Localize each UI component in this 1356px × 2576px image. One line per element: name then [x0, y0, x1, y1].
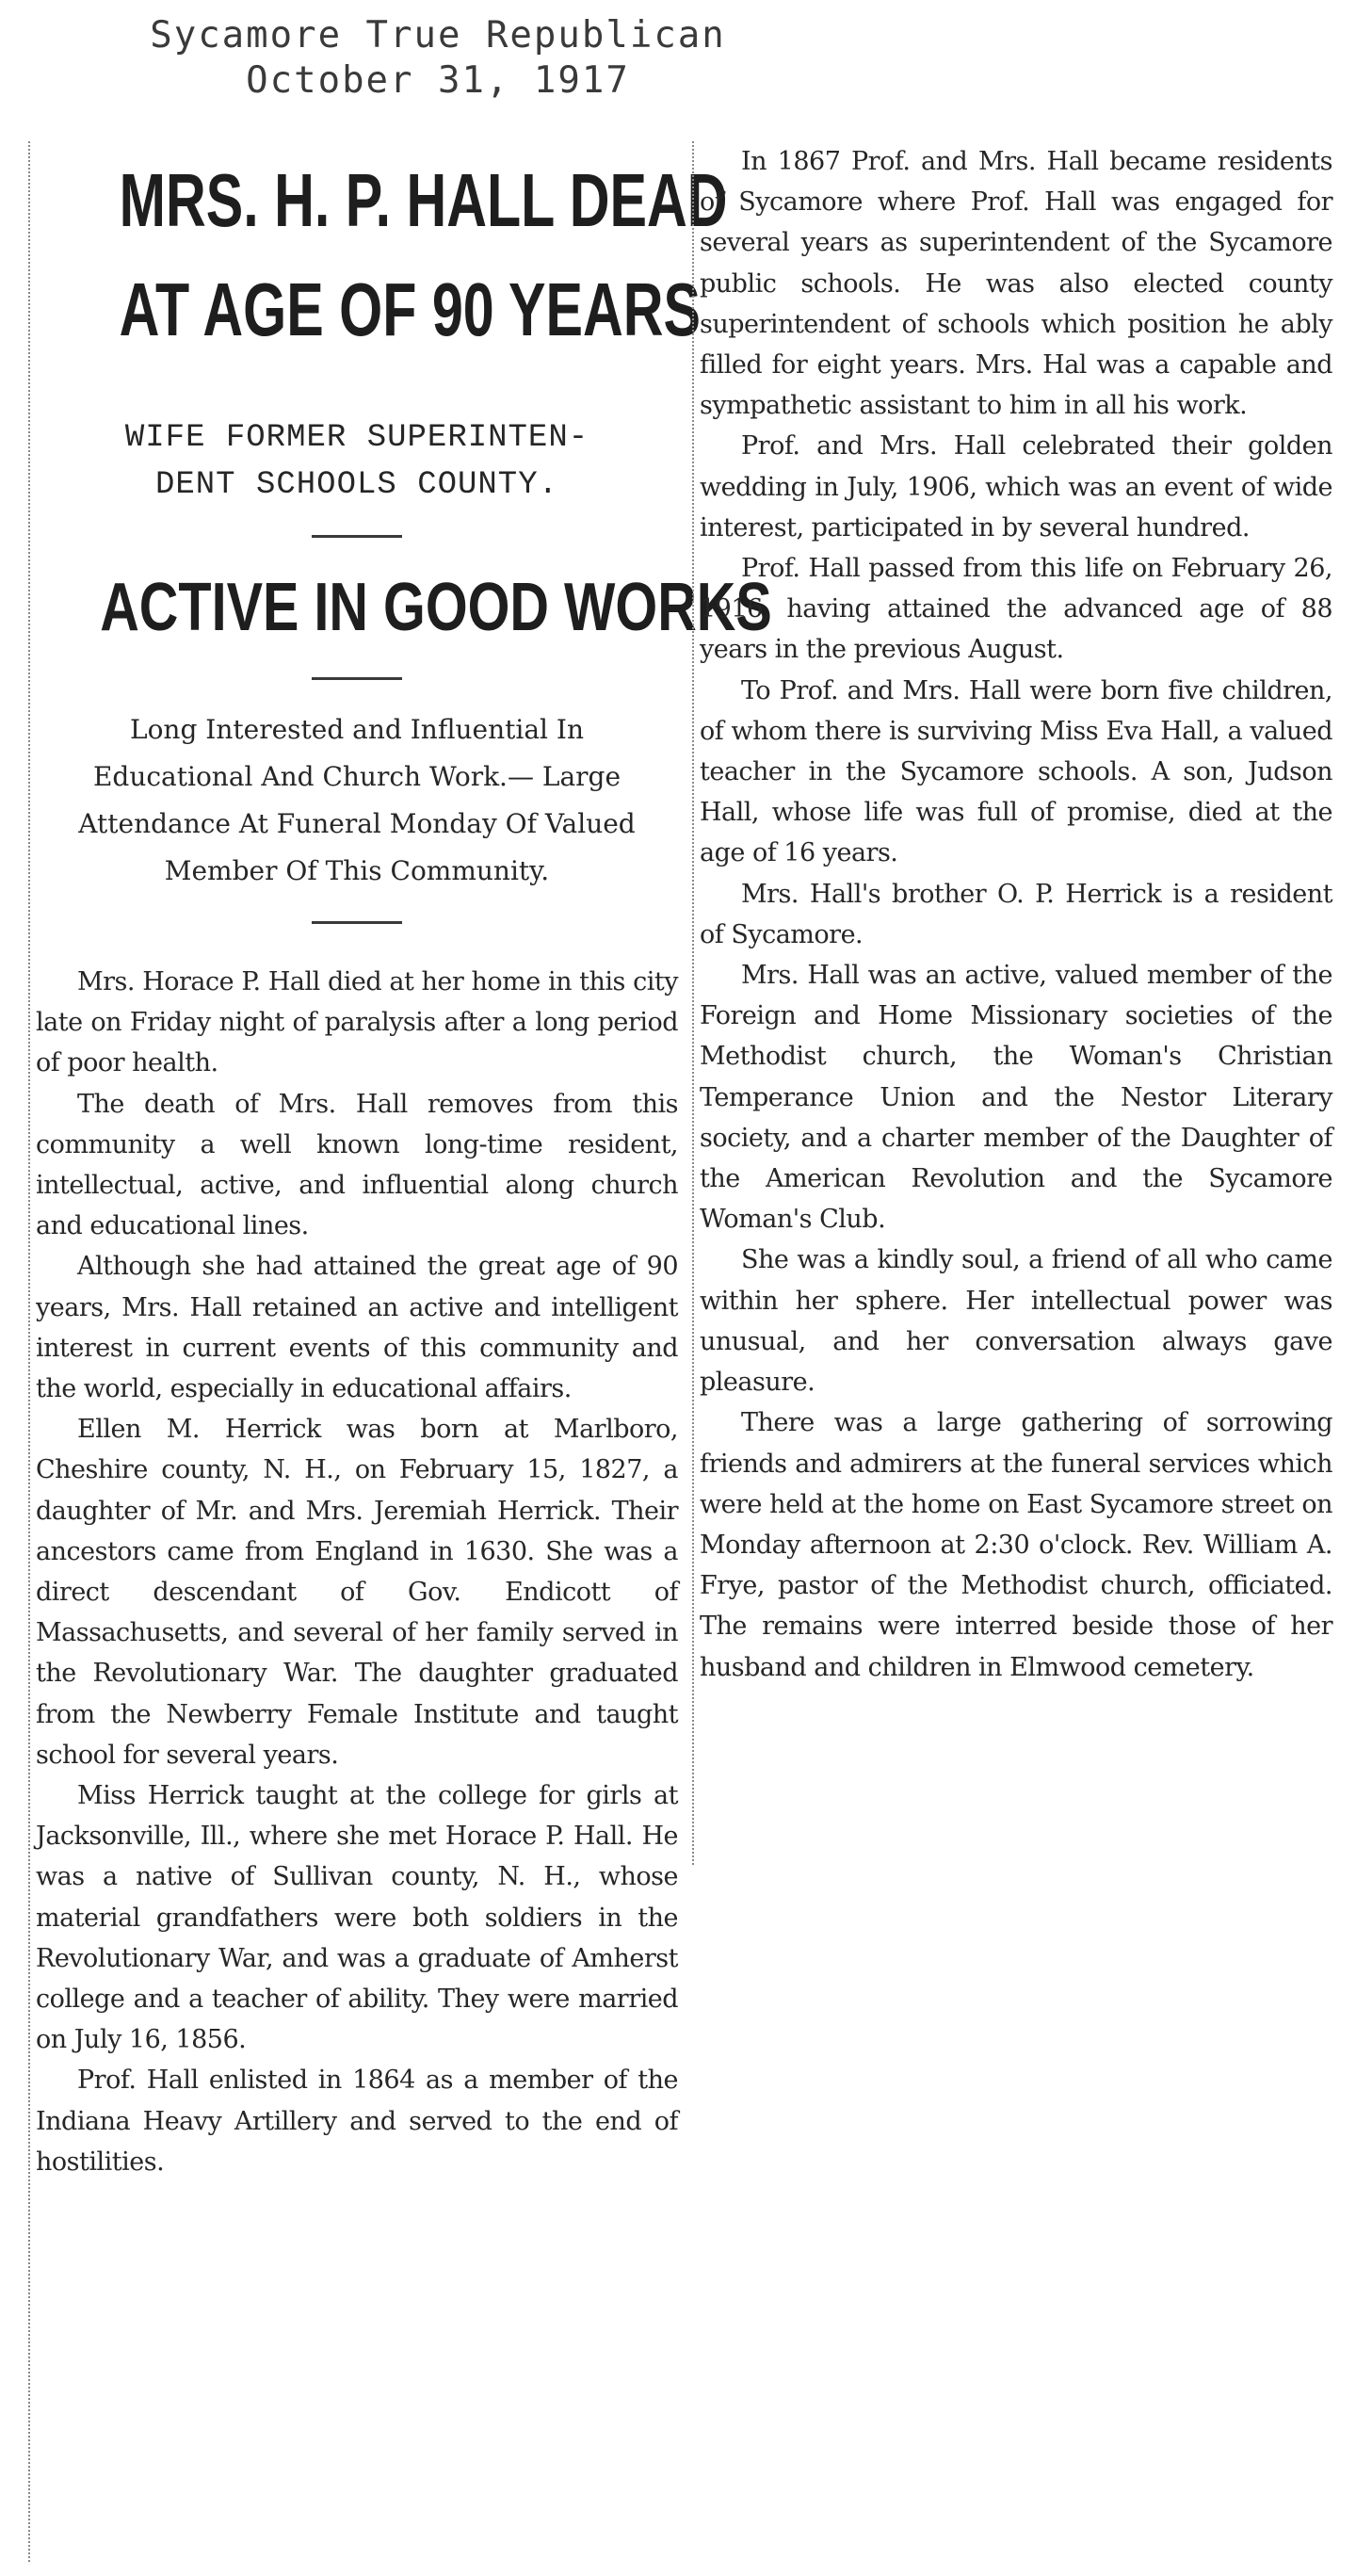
article-body-right [700, 141, 1332, 1688]
publication-date: October 31, 1917 [246, 59, 630, 102]
article-paragraph: There was a large gathering of sorrowing friends and admirers at the funeral services which were held at the home on East Sycamore street on Monday afternoon at 2:30 o'clock. Rev. William A. Frye, pastor of the Methodist church, officiated. The remains were interred beside those of her husband and children in Elmwood cemetery. [700, 1408, 1332, 1682]
right-column [692, 141, 1332, 1865]
subheadline [36, 414, 678, 509]
section-divider [312, 677, 402, 680]
second-headline: ACTIVE IN GOOD WORKS [100, 570, 772, 645]
article-paragraph: The death of Mrs. Hall removes from this community a well known long-time resident, intellectual, active, and influential along church and educational lines. [36, 1089, 678, 1241]
article-paragraph: Ellen M. Herrick was born at Marlboro, Cheshire county, N. H., on February 15, 1827, a daughter of Mr. and Mrs. Jeremiah Herrick. Their ancestors came from England in 1630. She was a direct descendant of Gov. Endicott of Massachusetts, and several of her family served in the Revolutionary War. The daughter graduated from the Newberry Female Institute and taught school for several years. [36, 1415, 678, 1770]
left-column [28, 141, 772, 2562]
article-paragraph: In 1867 Prof. and Mrs. Hall became residents of Sycamore where Prof. Hall was engaged for several years as superintendent of the Sycamore public schools. He was also elected county superintendent of schools which position he ably filled for eight years. Mrs. Hal was a capable and sympathetic assistant to him in all his work. [700, 147, 1332, 421]
article-paragraph: Mrs. Horace P. Hall died at her home in this city late on Friday night of paralysis after a long period of poor health. [36, 967, 678, 1078]
article-paragraph: Prof. Hall enlisted in 1864 as a member of the Indiana Heavy Artillery and served to the end of hostilities. [36, 2066, 678, 2177]
article-paragraph: Prof. Hall passed from this life on February 26, 1916, having attained the advanced age of 88 years in the previous August. [700, 554, 1332, 665]
section-divider [312, 921, 402, 924]
headline-line-2: AT AGE OF 90 YEARS [119, 267, 702, 351]
article-body-left [36, 962, 678, 2182]
masthead [0, 13, 876, 104]
article-paragraph: She was a kindly soul, a friend of all who came within her sphere. Her intellectual power was unusual, and her conversation always gave pleasure. [700, 1245, 1332, 1398]
article-paragraph: Miss Herrick taught at the college for girls at Jacksonville, Ill., where she met Horace P. Hall. He was a native of Sullivan county, N. H., whose material grandfathers were both soldiers in the Revolutionary War, and was a graduate of Amherst college and a teacher of ability. They were married on July 16, 1856. [36, 1781, 678, 2055]
article-paragraph: Mrs. Hall was an active, valued member of the Foreign and Home Missionary societies of the Methodist church, the Woman's Christian Temperance Union and the Nestor Literary society, and a charter member of the Daughter of the American Revolution and the Sycamore Woman's Club. [700, 961, 1332, 1235]
subheadline-line-1: WIFE FORMER SUPERINTEN- [124, 420, 589, 456]
article-paragraph: Prof. and Mrs. Hall celebrated their golden wedding in July, 1906, which was an event of wide interest, participated in by several hundred. [700, 431, 1332, 543]
article-paragraph: Although she had attained the great age of 90 years, Mrs. Hall retained an active and intelligent interest in current events of this community and the world, especially in educational affairs. [36, 1252, 678, 1404]
newspaper-name: Sycamore True Republican [150, 14, 726, 57]
article-paragraph: Mrs. Hall's brother O. P. Herrick is a resident of Sycamore. [700, 879, 1332, 949]
deck-summary: Long Interested and Influential In Educational And Church Work.— Large Attendance At Funeral Monday Of Valued Member Of This Community. [78, 714, 636, 886]
subheadline-line-2: DENT SCHOOLS COUNTY. [154, 467, 559, 503]
section-divider [312, 535, 402, 538]
headline-line-1: MRS. H. P. HALL DEAD [119, 158, 728, 242]
article-paragraph: To Prof. and Mrs. Hall were born five children, of whom there is surviving Miss Eva Hall, a valued teacher in the Sycamore schools. A son, Judson Hall, whose life was full of promise, died at the age of 16 years. [700, 675, 1332, 868]
